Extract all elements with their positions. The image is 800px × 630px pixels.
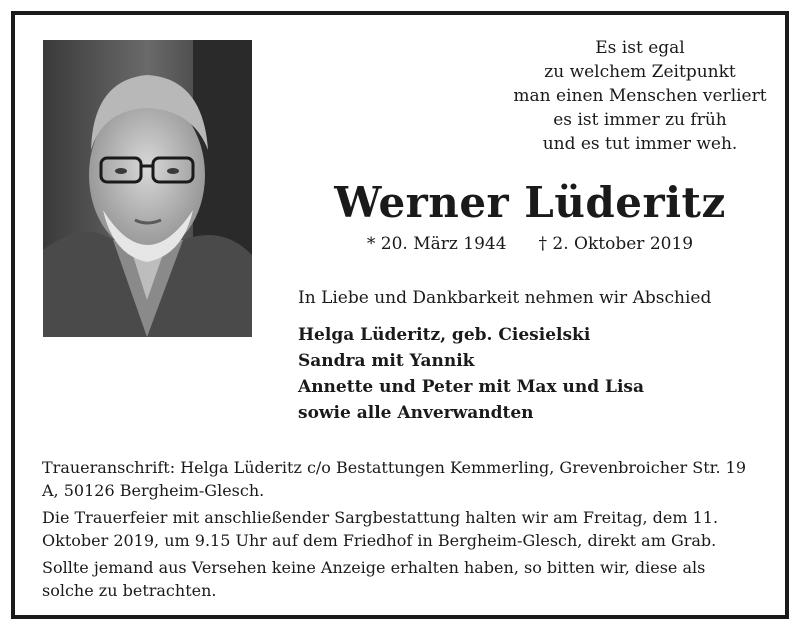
- poem-line: Es ist egal: [595, 38, 685, 58]
- poem-line: zu welchem Zeitpunkt: [544, 62, 736, 82]
- portrait-image: [43, 40, 252, 337]
- mourners-list: [298, 322, 644, 426]
- death-date: † 2. Oktober 2019: [538, 234, 694, 254]
- mourner-line: Helga Lüderitz, geb. Ciesielski: [298, 325, 591, 345]
- farewell-text: In Liebe und Dankbarkeit nehmen wir Abschied: [298, 288, 712, 308]
- deceased-name: Werner Lüderitz: [334, 178, 726, 227]
- mourner-line: Annette und Peter mit Max und Lisa: [298, 377, 645, 397]
- poem-line: man einen Menschen verliert: [513, 86, 767, 106]
- portrait-photo: [43, 40, 252, 337]
- mourner-line: sowie alle Anverwandten: [298, 403, 534, 423]
- poem-line: es ist immer zu früh: [553, 110, 727, 130]
- poem: [480, 36, 800, 156]
- notice-paragraph: Sollte jemand aus Versehen keine Anzeige erhalten haben, so bitten wir, diese als solche zu betrachten.: [42, 558, 706, 600]
- address-paragraph: Traueranschrift: Helga Lüderitz c/o Bestattungen Kemmerling, Grevenbroicher Str. 19 A, 50126 Bergheim-Glesch.: [42, 458, 747, 500]
- footer-info: [42, 456, 762, 606]
- birth-date: * 20. März 1944: [366, 234, 507, 254]
- poem-line: und es tut immer weh.: [542, 134, 738, 154]
- life-dates: [300, 234, 760, 254]
- mourner-line: Sandra mit Yannik: [298, 351, 475, 371]
- ceremony-paragraph: Die Trauerfeier mit anschließender Sargbestattung halten wir am Freitag, dem 11. Oktober 2019, um 9.15 Uhr auf dem Friedhof in Bergheim-Glesch, direkt am Grab.: [42, 508, 719, 550]
